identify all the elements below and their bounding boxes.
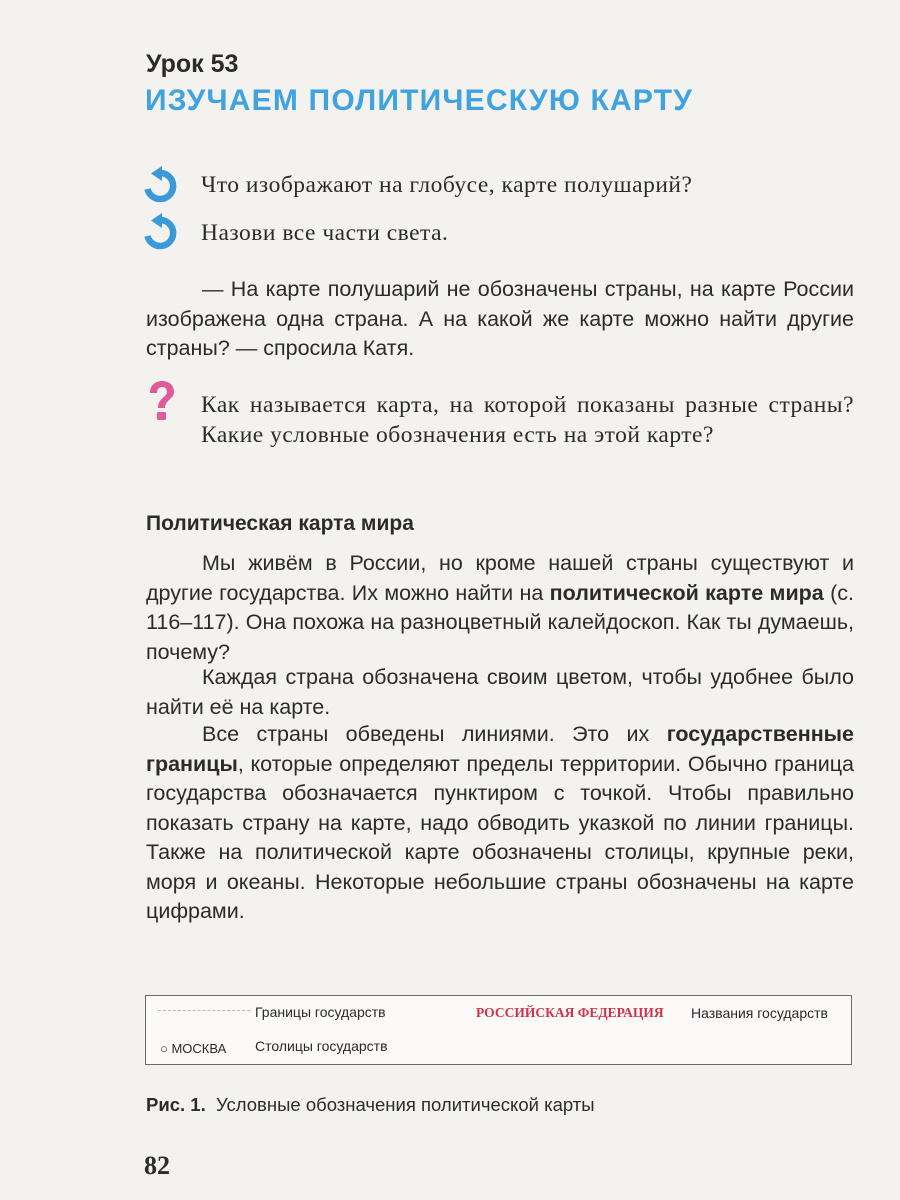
lesson-title: ИЗУЧАЕМ ПОЛИТИЧЕСКУЮ КАРТУ [145,84,694,117]
term-state-borders: государственные границы [146,722,854,776]
map-legend [145,995,852,1065]
term-political-map: политической карте мира [549,580,824,605]
paragraph-1: Мы живём в России, но кроме нашей страны существуют и другие государства. Их можно найти на политической карте мира (с. 116–117). Она похожа на разноцветный калейдоскоп. Как ты думаешь, почему? [146,551,855,664]
legend-country-sample: РОССИЙСКАЯ ФЕДЕРАЦИЯ [476,1005,664,1020]
repeat-arrow-icon [140,213,180,253]
question-mark-icon [144,380,180,424]
section-title: Политическая карта мира [146,512,414,535]
repeat-arrow-icon [140,166,180,206]
paragraph-2: Каждая страна обозначена своим цветом, чтобы удобнее было найти её на карте. [146,665,854,719]
legend-capital-sample: ○ МОСКВА [160,1041,227,1056]
legend-country-names-label: Названия государств [691,1005,828,1021]
page-number: 82 [144,1151,170,1180]
lesson-number: Урок 53 [146,50,239,78]
legend-capitals-label: Столицы государств [255,1038,388,1054]
legend-borders-label: Границы государств [255,1004,386,1020]
problem-question-text: Как называется карта, на которой показаны разные страны? Какие условные обозначения есть на этой карте? [201,392,854,448]
review-question-text: Назови все части света. [201,220,449,246]
dialogue-paragraph: — На карте полушарий не обозначены страны, на карте России изображена одна страна. А на какой же карте можно найти другие страны? — спросила Катя. [146,277,854,360]
review-question-text: Что изображают на глобусе, карте полушарий? [201,172,693,198]
paragraph-3: Все страны обведены линиями. Это их государственные границы, которые определяют пределы территории. Обычно граница государства обозначается пунктиром с точкой. Чтобы правильно показать страну на карте, надо обводить указкой по линии границы. Также на политической карте обозначены столицы, крупные реки, моря и океаны. Некоторые небольшие страны обозначены на карте цифрами. [146,722,854,923]
figure-caption: Рис. 1. Условные обозначения политической карты [146,1094,595,1115]
border-line-sample [158,1010,250,1011]
